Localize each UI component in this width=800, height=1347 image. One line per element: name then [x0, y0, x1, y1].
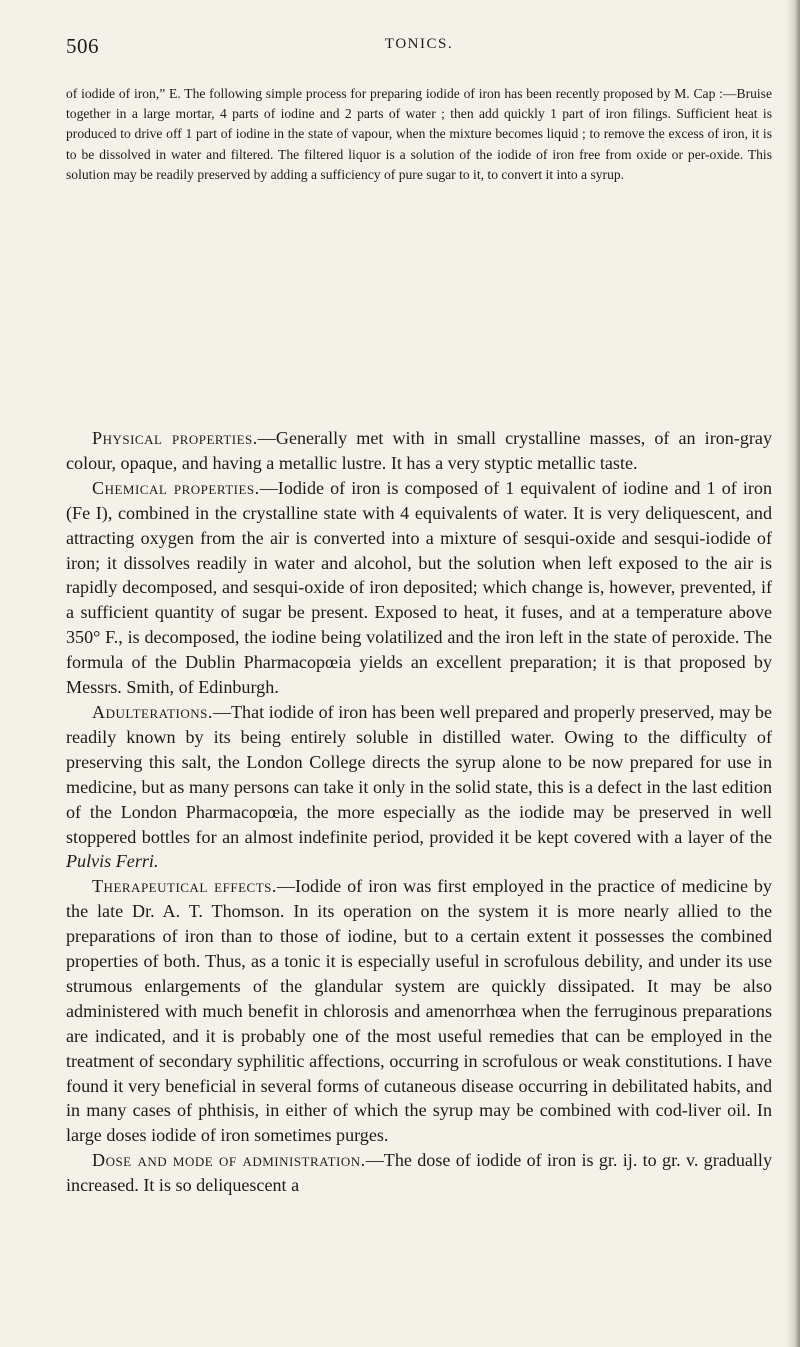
main-text	[66, 426, 772, 1198]
dose-paragraph	[66, 1148, 772, 1198]
chemical-properties-text: —Iodide of iron is composed of 1 equivalent of iodine and 1 of iron (Fe I), combined in the crystalline state with 4 equivalents of water. It is very deliquescent, and attracting oxygen from the air is converted into a mixture of sesqui-oxide and sesqui-iodide of iron; it dissolves readily in water and alcohol, but the solution when left exposed to the air is rapidly decomposed, and sesqui-oxide of iron deposited; which change is, however, prevented, if a sufficient quantity of sugar be present. Exposed to heat, it fuses, and at a temperature above 350° F., is decomposed, the iodine being volatilized and the iron left in the state of peroxide. The formula of the Dublin Pharmacopœia yields an excellent preparation; it is that proposed by Messrs. Smith, of Edinburgh.	[66, 477, 773, 698]
running-head-title: TONICS.	[384, 36, 454, 52]
pulvis-ferri-term: Pulvis Ferri.	[66, 851, 159, 872]
chemical-properties-heading: Chemical properties.	[92, 477, 260, 498]
running-head	[66, 34, 772, 58]
therapeutical-effects-heading: Therapeutical effects.	[92, 876, 277, 897]
therapeutical-effects-paragraph	[66, 874, 772, 1148]
physical-properties-text: —Generally met with in small crystalline masses, of an iron-gray colour, opaque, and having a metallic lustre. It has a very styptic metallic taste.	[66, 428, 772, 473]
small-print-text: of iodide of iron,” E. The following simple process for preparing iodide of iron has been recently proposed by M. Cap :—Bruise together in a large mortar, 4 parts of iodine and 2 parts of water ; then add quickly 1 part of iron filings. Sufficient heat is produced to drive off 1 part of iodine in the state of vapour, when the mixture becomes liquid ; to remove the excess of iron, it is to be dissolved in water and filtered. The filtered liquor is a solution of the iodide of iron free from oxide or per-oxide. This solution may be readily preserved by adding a sufficiency of pure sugar to it, to convert it into a syrup.	[66, 86, 772, 182]
dose-text: —The dose of iodide of iron is gr. ij. to gr. v. gradually increased. It is so deliquescent a	[66, 1150, 772, 1196]
chemical-properties-paragraph	[66, 476, 772, 700]
small-print-paragraph	[66, 84, 772, 185]
physical-properties-paragraph	[66, 426, 772, 476]
dose-heading: Dose and mode of administration.	[92, 1150, 366, 1171]
therapeutical-effects-text: —Iodide of iron was first employed in the practice of medicine by the late Dr. A. T. Thomson. In its operation on the system it is more nearly allied to the preparations of iron than to those of iodine, but to a certain extent it possesses the combined properties of both. Thus, as a tonic it is especially useful in scrofulous debility, and under its use strumous enlargements of the glandular system are quickly dissipated. It may be also administered with much benefit in chlorosis and amenorrhœa when the ferruginous preparations are indicated, and it is probably one of the most useful remedies that can be employed in the treatment of secondary syphilitic affections, occurring in scrofulous or weak constitutions. I have found it very beneficial in several forms of cutaneous disease occurring in debilitated habits, and in many cases of phthisis, in either of which the syrup may be combined with cod-liver oil. In large doses iodide of iron sometimes purges.	[66, 876, 772, 1146]
page-number: 506	[66, 34, 99, 58]
physical-properties-heading: Physical properties.	[92, 428, 258, 448]
page-edge-shadow	[786, 0, 800, 1347]
adulterations-paragraph	[66, 700, 772, 874]
adulterations-heading: Adulterations.	[92, 701, 213, 722]
adulterations-text: —That iodide of iron has been well prepared and properly preserved, may be readily known by its being entirely soluble in distilled water. Owing to the difficulty of preserving this salt, the London College directs the syrup alone to be now prepared for use in medicine, but as many persons can take it only in the solid state, this is a defect in the last edition of the London Pharmacopœia, the more especially as the iodide may be preserved in well stoppered bottles for an almost indefinite period, provided it be kept covered with a layer of the	[66, 701, 772, 847]
